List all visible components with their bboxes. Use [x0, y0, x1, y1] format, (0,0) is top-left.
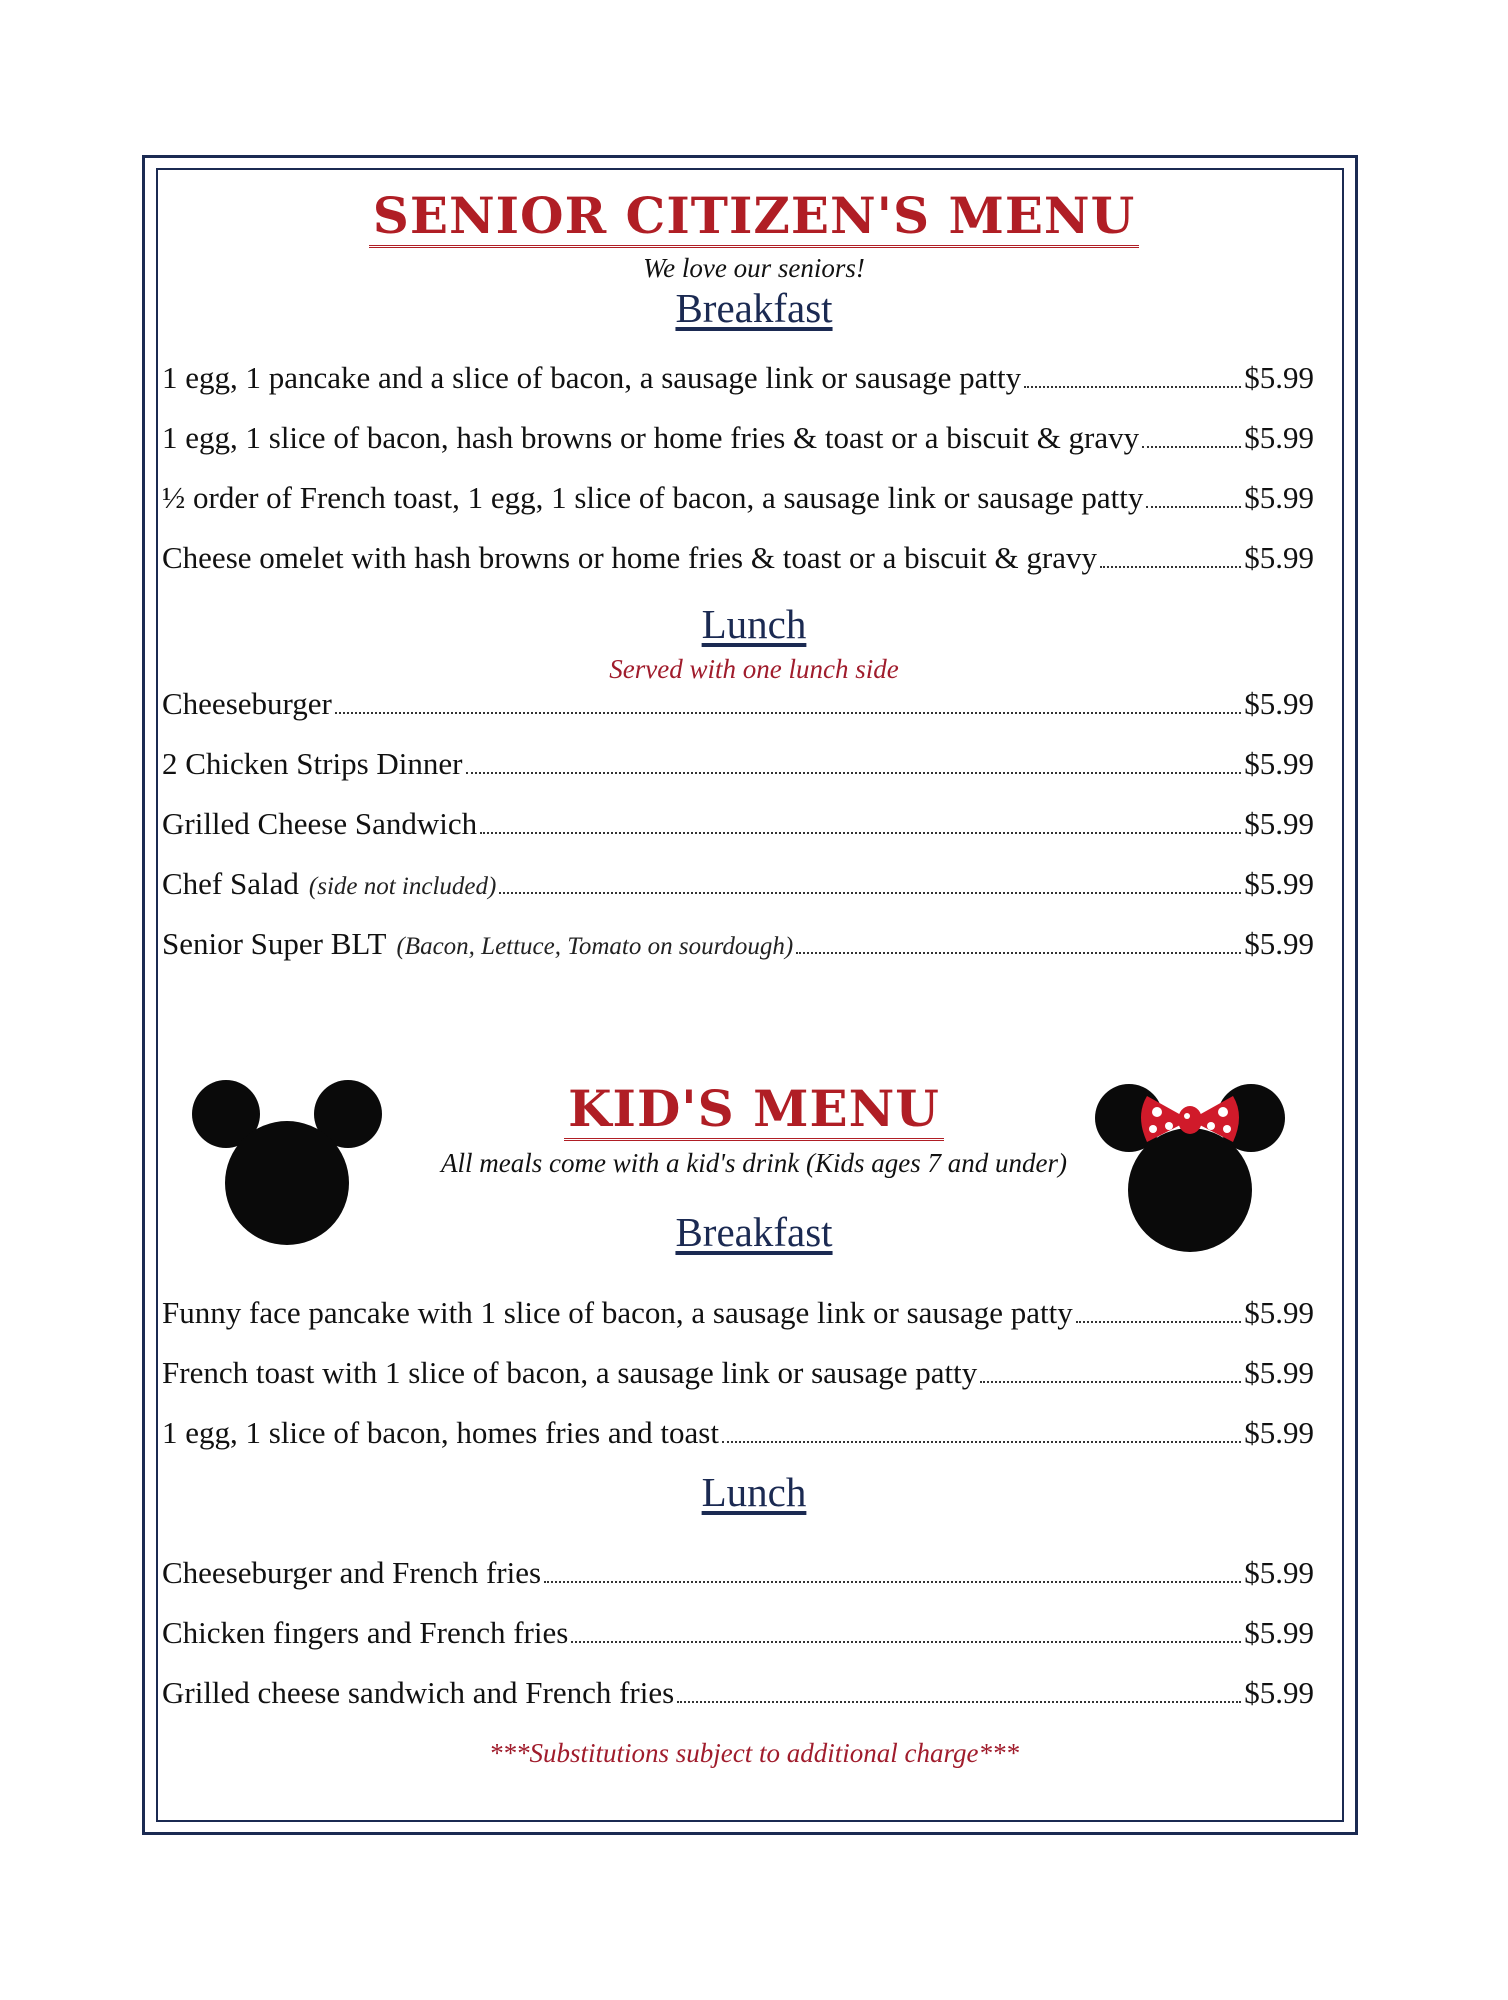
item-price: $5.99 — [1244, 420, 1314, 455]
senior-lunch-item — [162, 746, 1314, 782]
item-name: Cheeseburger and French fries — [162, 1555, 542, 1590]
item-price: $5.99 — [1244, 1295, 1314, 1330]
item-price: $5.99 — [1244, 806, 1314, 841]
leader-dots — [1146, 506, 1241, 508]
item-price: $5.99 — [1244, 746, 1314, 781]
leader-dots — [571, 1641, 1241, 1643]
item-price: $5.99 — [1244, 480, 1314, 515]
item-name: Grilled cheese sandwich and French fries — [162, 1675, 675, 1710]
substitutions-footnote: ***Substitutions subject to additional charge*** — [489, 1738, 1019, 1768]
item-name: French toast with 1 slice of bacon, a sausage link or sausage patty — [162, 1355, 978, 1390]
leader-dots — [1024, 386, 1241, 388]
leader-dots — [980, 1381, 1241, 1383]
item-price: $5.99 — [1244, 540, 1314, 575]
senior-tagline: We love our seniors! — [643, 253, 865, 283]
kids-lunch-item — [162, 1675, 1314, 1711]
item-price: $5.99 — [1244, 1615, 1314, 1650]
item-price: $5.99 — [1244, 1355, 1314, 1390]
item-name: 2 Chicken Strips Dinner — [162, 746, 463, 781]
item-name: Senior Super BLT — [162, 926, 387, 961]
senior-lunch-item — [162, 806, 1314, 842]
kids-tagline: All meals come with a kid's drink (Kids ages 7 and under) — [441, 1148, 1067, 1178]
item-price: $5.99 — [1244, 926, 1314, 961]
senior-breakfast-item — [162, 480, 1314, 516]
leader-dots — [335, 712, 1241, 714]
item-name: Grilled Cheese Sandwich — [162, 806, 478, 841]
item-price: $5.99 — [1244, 1415, 1314, 1450]
kids-breakfast-item — [162, 1295, 1314, 1331]
leader-dots — [677, 1701, 1241, 1703]
leader-dots — [480, 832, 1241, 834]
leader-dots — [544, 1581, 1241, 1583]
item-note: (side not included) — [308, 873, 497, 900]
senior-menu-title: SENIOR CITIZEN'S MENU — [0, 190, 1508, 248]
item-price: $5.99 — [1244, 1555, 1314, 1590]
senior-lunch-note: Served with one lunch side — [609, 654, 899, 684]
item-price: $5.99 — [1244, 1675, 1314, 1710]
kids-breakfast-item — [162, 1355, 1314, 1391]
senior-breakfast-item — [162, 540, 1314, 576]
item-name: Funny face pancake with 1 slice of bacon, a sausage link or sausage patty — [162, 1295, 1073, 1330]
kids-breakfast-heading: Breakfast — [675, 1209, 833, 1255]
item-name: Cheese omelet with hash browns or home fries & toast or a biscuit & gravy — [162, 540, 1097, 575]
kids-lunch-item — [162, 1615, 1314, 1651]
kids-lunch-heading: Lunch — [701, 1469, 807, 1515]
leader-dots — [499, 892, 1241, 894]
leader-dots — [796, 952, 1241, 954]
item-name: 1 egg, 1 slice of bacon, hash browns or home fries & toast or a biscuit & gravy — [162, 420, 1140, 455]
item-name: Chicken fingers and French fries — [162, 1615, 569, 1650]
item-price: $5.99 — [1244, 360, 1314, 395]
senior-breakfast-item — [162, 420, 1314, 456]
item-price: $5.99 — [1244, 866, 1314, 901]
kids-breakfast-item — [162, 1415, 1314, 1451]
leader-dots — [1142, 446, 1241, 448]
item-name: Chef Salad — [162, 866, 299, 901]
leader-dots — [722, 1441, 1241, 1443]
leader-dots — [1100, 566, 1241, 568]
leader-dots — [1076, 1321, 1242, 1323]
kids-menu-title: KID'S MENU — [0, 1083, 1508, 1141]
item-name: 1 egg, 1 pancake and a slice of bacon, a sausage link or sausage patty — [162, 360, 1022, 395]
senior-breakfast-heading: Breakfast — [675, 285, 833, 331]
senior-lunch-item — [162, 866, 1314, 902]
leader-dots — [466, 772, 1242, 774]
senior-lunch-item — [162, 926, 1314, 962]
item-name: ½ order of French toast, 1 egg, 1 slice of bacon, a sausage link or sausage patty — [162, 480, 1144, 515]
item-note: (Bacon, Lettuce, Tomato on sourdough) — [396, 933, 794, 960]
item-name: Cheeseburger — [162, 686, 332, 721]
senior-lunch-heading: Lunch — [701, 601, 807, 647]
senior-breakfast-item — [162, 360, 1314, 396]
item-price: $5.99 — [1244, 686, 1314, 721]
item-name: 1 egg, 1 slice of bacon, homes fries and toast — [162, 1415, 719, 1450]
kids-lunch-item — [162, 1555, 1314, 1591]
senior-lunch-item — [162, 686, 1314, 722]
